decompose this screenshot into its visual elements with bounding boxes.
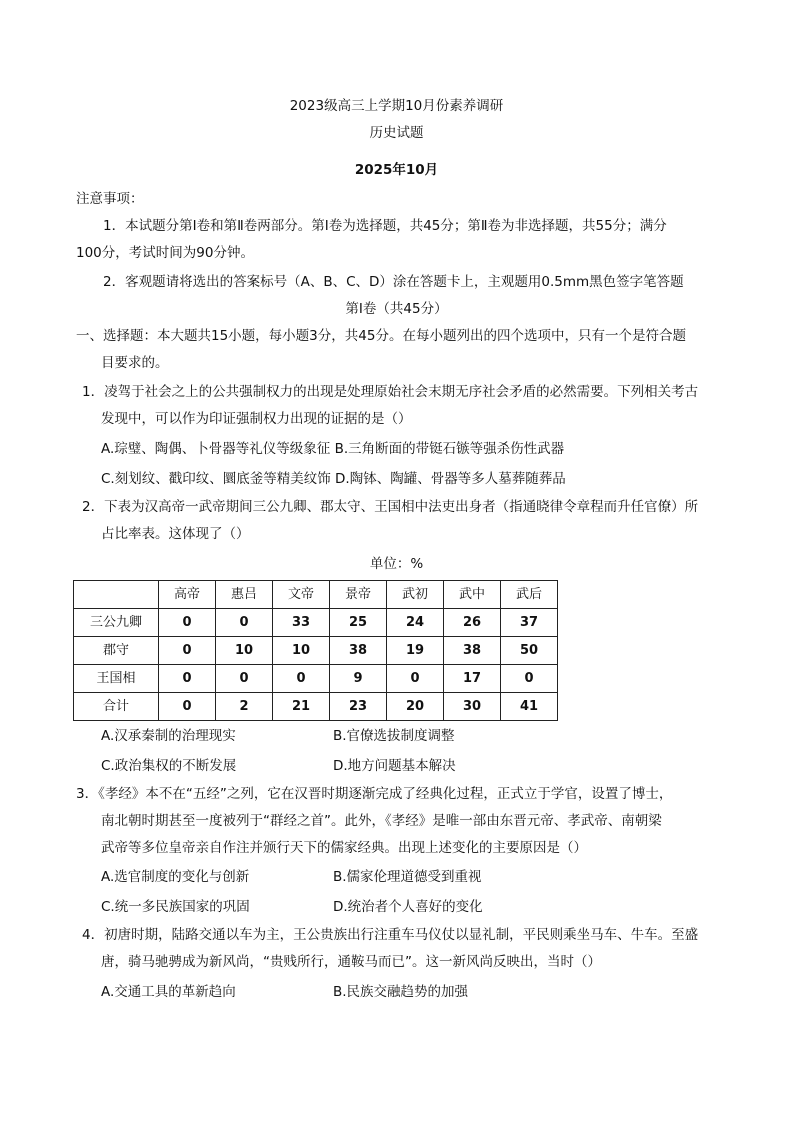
question-1-options-ab: A.琮璧、陶偶、卜骨器等礼仪等级象征 B.三角断面的带铤石镞等强杀伤性武器: [101, 441, 565, 457]
table-cell: 20: [387, 693, 444, 721]
table-cell: 0: [216, 609, 273, 637]
table-cell: 33: [273, 609, 330, 637]
question-1-stem: 1．凌驾于社会之上的公共强制权力的出现是处理原始社会末期无序社会矛盾的必然需要。下列相关考古: [82, 384, 699, 400]
table-header-cell: 景帝: [330, 581, 387, 609]
row-label: 三公九卿: [74, 609, 159, 637]
table-cell: 0: [387, 665, 444, 693]
question-3-option-b: B.儒家伦理道德受到重视: [333, 869, 482, 885]
question-2-option-d: D.地方问题基本解决: [333, 758, 456, 774]
table-cell: 37: [501, 609, 558, 637]
question-1-options-cd: C.刻划纹、戳印纹、圜底釜等精美纹饰 D.陶钵、陶罐、骨器等多人墓葬随葬品: [101, 471, 566, 487]
subject-title: 历史试题: [369, 125, 424, 141]
notice-item-2: 2．客观题请将选出的答案标号（A、B、C、D）涂在答题卡上，主观题用0.5mm黑色签字笔答题: [103, 274, 684, 290]
table-cell: 19: [387, 637, 444, 665]
table-cell: 0: [159, 637, 216, 665]
question-3-stem-cont-2: 武帝等多位皇帝亲自作注并颁行天下的儒家经典。出现上述变化的主要原因是（）: [101, 840, 587, 856]
table-header-cell: 武后: [501, 581, 558, 609]
question-2-option-c: C.政治集权的不断发展: [101, 758, 237, 774]
question-3-stem-cont: 南北朝时期甚至一度被列于“群经之首”。此外，《孝经》是唯一部由东晋元帝、孝武帝、南朝梁: [101, 813, 662, 829]
notice-item-1-cont: 100分，考试时间为90分钟。: [76, 245, 254, 261]
table-header-cell: 惠吕: [216, 581, 273, 609]
table-cell: 0: [501, 665, 558, 693]
table-cell: 9: [330, 665, 387, 693]
table-cell: 38: [444, 637, 501, 665]
question-3-option-c: C.统一多民族国家的巩固: [101, 899, 250, 915]
table-header-cell: 高帝: [159, 581, 216, 609]
question-4-option-a: A.交通工具的革新趋向: [101, 984, 236, 1000]
table-cell: 23: [330, 693, 387, 721]
table-row: [74, 693, 558, 721]
question-2-stem-cont: 占比率表。这体现了（）: [101, 526, 250, 542]
table-cell: 41: [501, 693, 558, 721]
question-2-option-a: A.汉承秦制的治理现实: [101, 728, 236, 744]
table-cell: 38: [330, 637, 387, 665]
table-row: [74, 637, 558, 665]
table-row: [74, 665, 558, 693]
question-3-option-a: A.选官制度的变化与创新: [101, 869, 250, 885]
question-4-option-b: B.民族交融趋势的加强: [333, 984, 469, 1000]
notice-heading: 注意事项：: [76, 191, 144, 207]
question-4-stem: 4．初唐时期，陆路交通以车为主，王公贵族出行注重车马仪仗以显礼制，平民则乘坐马车、牛车。至盛: [82, 927, 699, 943]
table-cell: 24: [387, 609, 444, 637]
table-unit: 单位：%: [369, 556, 424, 572]
question-2-stem: 2．下表为汉高帝一武帝期间三公九卿、郡太守、王国相中法吏出身者（指通晓律令章程而升任官僚）所: [82, 499, 699, 515]
question-2-option-b: B.官僚选拔制度调整: [333, 728, 455, 744]
question-1-stem-cont: 发现中，可以作为印证强制权力出现的证据的是（）: [101, 411, 412, 427]
table-cell: 0: [159, 609, 216, 637]
exam-title: 2023级高三上学期10月份素养调研: [289, 98, 504, 114]
row-label: 合计: [74, 693, 159, 721]
table-cell: 10: [216, 637, 273, 665]
table-cell: 21: [273, 693, 330, 721]
section-instructions-cont: 目要求的。: [101, 355, 169, 371]
question-3-stem: 3．《孝经》本不在“五经”之列，它在汉晋时期逐渐完成了经典化过程，正式立于学官，设置了博士，: [76, 786, 673, 802]
table-cell: 0: [273, 665, 330, 693]
official-ratio-table: [73, 580, 558, 721]
part-title: 第Ⅰ卷（共45分）: [345, 301, 448, 317]
table-cell: 26: [444, 609, 501, 637]
table-cell: 0: [159, 665, 216, 693]
table-cell: 50: [501, 637, 558, 665]
table-header-cell: [74, 581, 159, 609]
question-4-stem-cont: 唐，骑马驰骋成为新风尚，“贵贱所行，通鞍马而已”。这一新风尚反映出，当时（）: [101, 954, 601, 970]
row-label: 郡守: [74, 637, 159, 665]
section-instructions: 一、选择题：本大题共15小题，每小题3分，共45分。在每小题列出的四个选项中，只有一个是符合题: [76, 328, 686, 344]
table-header-cell: 武中: [444, 581, 501, 609]
table-cell: 10: [273, 637, 330, 665]
table-cell: 0: [159, 693, 216, 721]
table-cell: 30: [444, 693, 501, 721]
table-cell: 25: [330, 609, 387, 637]
table-header-cell: 文帝: [273, 581, 330, 609]
table-row: [74, 609, 558, 637]
table-cell: 0: [216, 665, 273, 693]
table-header-row: [74, 581, 558, 609]
exam-date: 2025年10月: [354, 162, 439, 178]
row-label: 王国相: [74, 665, 159, 693]
table-cell: 2: [216, 693, 273, 721]
notice-item-1: 1．本试题分第Ⅰ卷和第Ⅱ卷两部分。第Ⅰ卷为选择题，共45分；第Ⅱ卷为非选择题，共55分；满分: [103, 218, 667, 234]
table-header-cell: 武初: [387, 581, 444, 609]
table-cell: 17: [444, 665, 501, 693]
question-3-option-d: D.统治者个人喜好的变化: [333, 899, 483, 915]
